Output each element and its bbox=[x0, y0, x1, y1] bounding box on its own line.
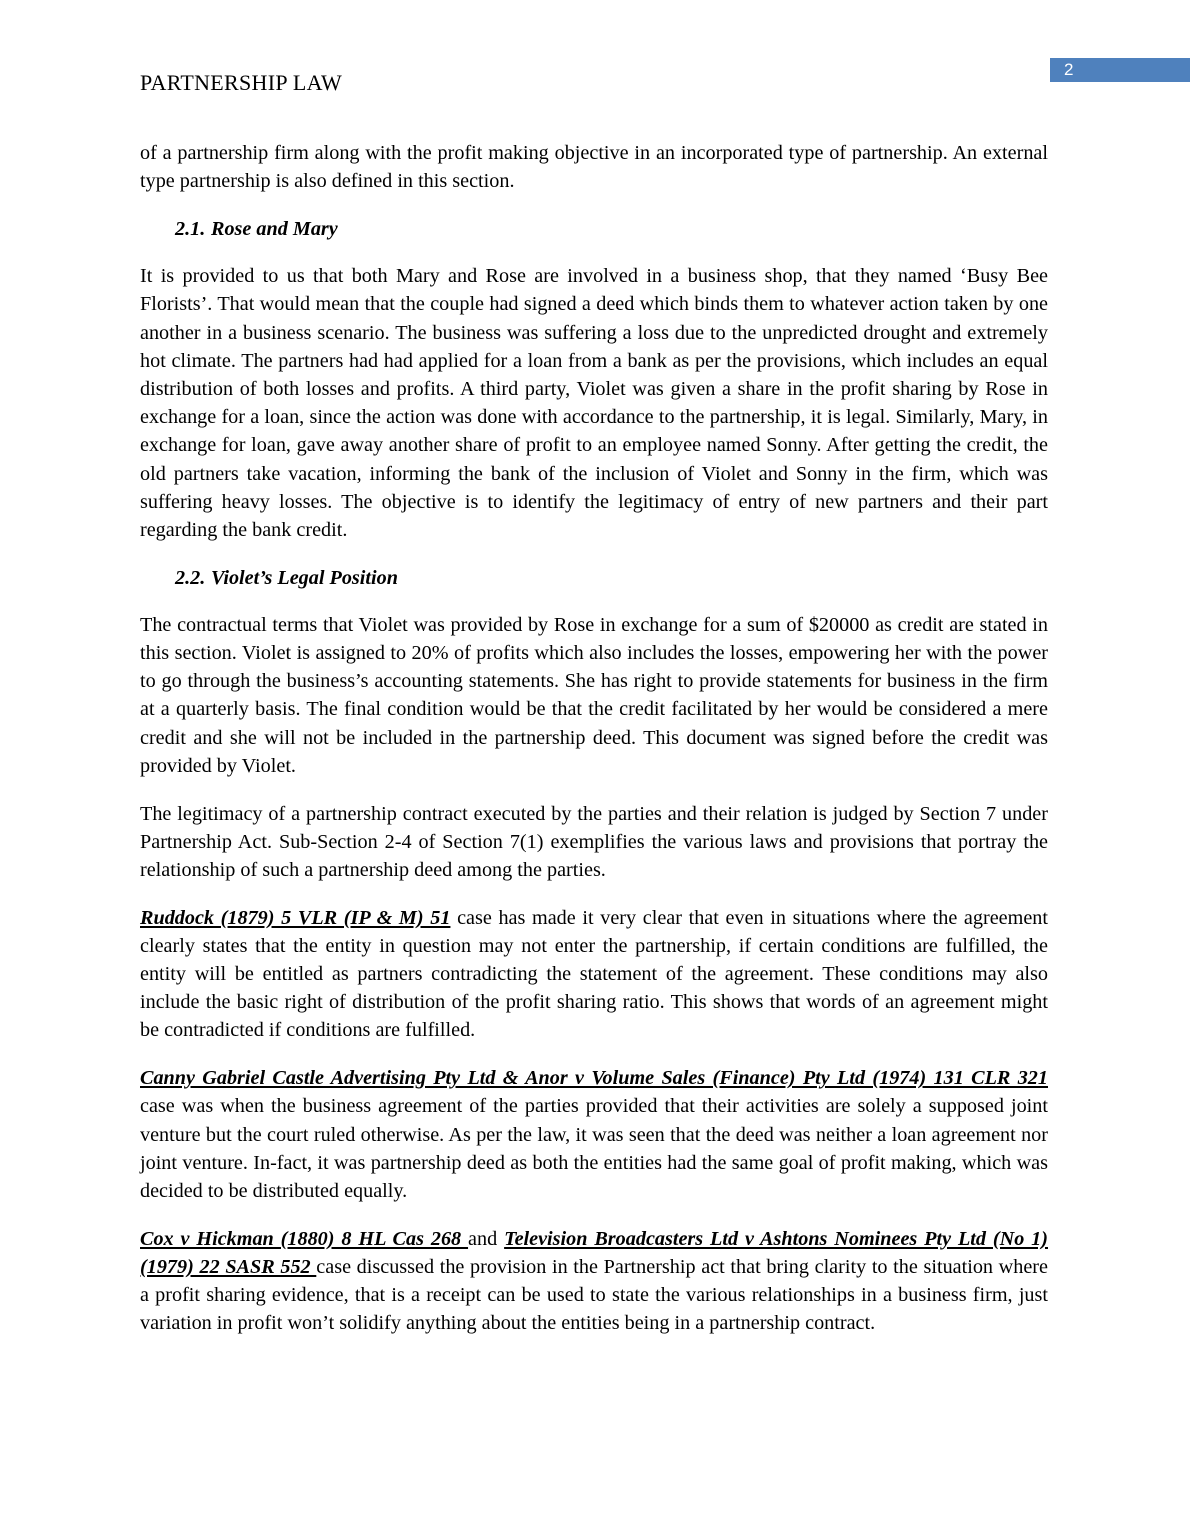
case-citation-cox: Cox v Hickman (1880) 8 HL Cas 268 bbox=[140, 1227, 469, 1250]
ruddock-case-paragraph bbox=[140, 904, 1048, 1045]
canny-case-paragraph bbox=[140, 1064, 1048, 1205]
section-heading-rose-and-mary bbox=[175, 215, 1048, 243]
rose-and-mary-paragraph: It is provided to us that both Mary and Rose are involved in a business shop, that they named ‘Busy Bee Florists’. That would mean that the couple had signed a deed which binds them to whatever action taken by one another in a business scenario. The business was suffering a loss due to the unpredicted drought and extremely hot climate. The partners had had applied for a loan from a bank as per the provisions, which includes an equal distribution of both losses and profits. A third party, Violet was given a share in the profit sharing by Rose in exchange for a loan, since the action was done with accordance to the partnership, it is legal. Similarly, Mary, in exchange for loan, gave away another share of profit to an employee named Sonny. After getting the credit, the old partners take vacation, informing the bank of the inclusion of Violet and Sonny in the firm, which was suffering heavy losses. The objective is to identify the legitimacy of entry of new partners and their part regarding the bank credit. bbox=[140, 265, 1048, 541]
violet-terms-paragraph: The contractual terms that Violet was provided by Rose in exchange for a sum of $20000 as credit are stated in this section. Violet is assigned to 20% of profits which also includes the losses, empowering her with the power to go through the business’s accounting statements. She has right to provide statements for business in the firm at a quarterly basis. The final condition would be that the credit facilitated by her would be considered a mere credit and she will not be included in the partnership deed. This document was signed before the credit was provided by Violet. bbox=[140, 613, 1048, 777]
case-citation-television-broadcasters: Television Broadcasters Ltd v Ashtons Nominees Pty Ltd (No 1) (1979) 22 SASR 552 bbox=[140, 1227, 1048, 1278]
page-number: 2 bbox=[1064, 60, 1074, 79]
section-heading-violets-legal-position bbox=[175, 564, 1048, 592]
section-title: Rose and Mary bbox=[211, 217, 338, 240]
case-text: case has made it very clear that even in situations where the agreement clearly states that the entity in question may not enter the partnership, if certain conditions are fulfilled, the entity will be entitled as partners contradicting the statement of the agreement. These conditions may also include the basic right of distribution of the profit sharing ratio. This shows that words of an agreement might be contradicted if conditions are fulfilled. bbox=[140, 906, 1048, 1042]
legitimacy-paragraph: The legitimacy of a partnership contract executed by the parties and their relation is judged by Section 7 under Partnership Act. Sub-Section 2-4 of Section 7(1) exemplifies the various laws and provisions that portray the relationship of such a partnership deed among the parties. bbox=[140, 802, 1048, 881]
case-joiner: and bbox=[468, 1227, 505, 1250]
case-citation-ruddock: Ruddock (1879) 5 VLR (IP & M) 51 bbox=[140, 906, 451, 929]
case-text: case discussed the provision in the Partnership act that bring clarity to the situation where a profit sharing evidence, that is a receipt can be used to state the various relationships in a business firm, just variation in profit won’t solidify anything about the entities being in a partnership contract. bbox=[140, 1255, 1048, 1335]
case-text: case was when the business agreement of the parties provided that their activities are solely a supposed joint venture but the court ruled otherwise. As per the law, it was seen that the deed was neither a loan agreement nor joint venture. In-fact, it was partnership deed as both the entities had the same goal of profit making, which was decided to be distributed equally. bbox=[140, 1095, 1048, 1202]
document-body bbox=[140, 139, 1048, 1357]
cox-case-paragraph bbox=[140, 1225, 1048, 1338]
section-number: 2.2. bbox=[175, 566, 206, 589]
running-header-title: PARTNERSHIP LAW bbox=[140, 70, 343, 95]
intro-paragraph: of a partnership firm along with the profit making objective in an incorporated type of partnership. An external type partnership is also defined in this section. bbox=[140, 142, 1048, 193]
section-number: 2.1. bbox=[175, 217, 206, 240]
section-title: Violet’s Legal Position bbox=[211, 566, 398, 589]
page-number-badge bbox=[1050, 58, 1190, 82]
case-citation-canny: Canny Gabriel Castle Advertising Pty Ltd & Anor v Volume Sales (Finance) Pty Ltd (1974) 131 CLR 321 bbox=[140, 1067, 1048, 1090]
